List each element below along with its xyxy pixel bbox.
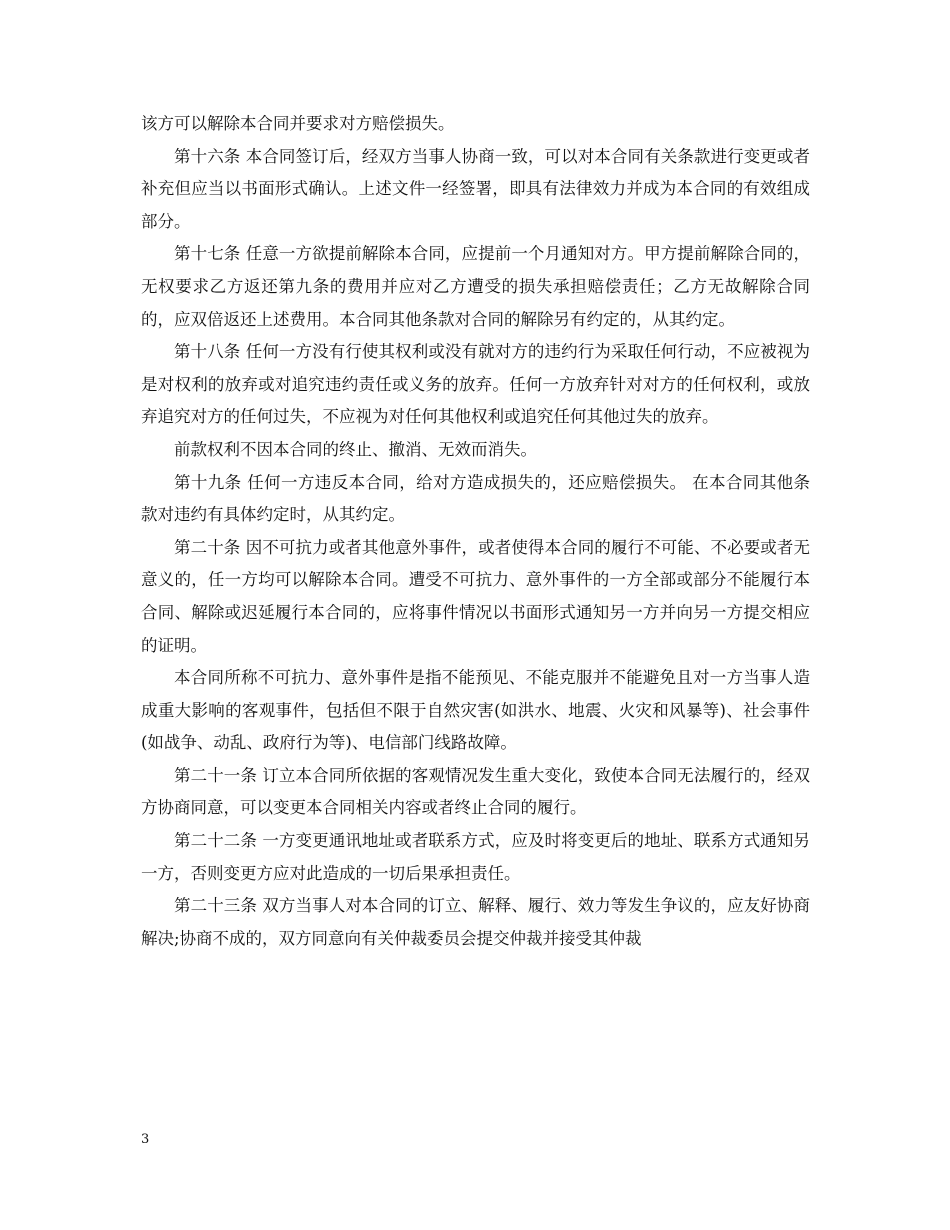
paragraph-2: 第十六条 本合同签订后，经双方当事人协商一致，可以对本合同有关条款进行变更或者补充但应当以书面形式确认。上述文件一经签署，即具有法律效力并成为本合同的有效组成部分。 bbox=[141, 146, 810, 231]
paragraph-10: 第二十二条 一方变更通讯地址或者联系方式，应及时将变更后的地址、联系方式通知另一方，否则变更方应对此造成的一切后果承担责任。 bbox=[141, 831, 810, 883]
paragraph-4: 第十八条 任何一方没有行使其权利或没有就对方的违约行为采取任何行动，不应被视为是对权利的放弃或对追究违约责任或义务的放弃。任何一方放弃针对对方的任何权利，或放弃追究对方的任何过失，不应视为对任何其他权利或追究任何其他过失的放弃。 bbox=[141, 342, 810, 427]
paragraph-7: 第二十条 因不可抗力或者其他意外事件，或者使得本合同的履行不可能、不必要或者无意义的，任一方均可以解除本合同。遭受不可抗力、意外事件的一方全部或部分不能履行本合同、解除或迟延履行本合同的，应将事件情况以书面形式通知另一方并向另一方提交相应的证明。 bbox=[141, 537, 810, 655]
paragraph-1: 该方可以解除本合同并要求对方赔偿损失。 bbox=[141, 114, 455, 133]
page-number: 3 bbox=[141, 1132, 150, 1147]
paragraph-11: 第二十三条 双方当事人对本合同的订立、解释、履行、效力等发生争议的，应友好协商解决;协商不成的，双方同意向有关仲裁委员会提交仲裁并接受其仲裁 bbox=[141, 896, 810, 948]
paragraph-6: 第十九条 任何一方违反本合同，给对方造成损失的，还应赔偿损失。 在本合同其他条款对违约有具体约定时，从其约定。 bbox=[141, 472, 810, 525]
paragraph-9: 第二十一条 订立本合同所依据的客观情况发生重大变化，致使本合同无法履行的，经双方协商同意，可以变更本合同相关内容或者终止合同的履行。 bbox=[141, 765, 810, 818]
paragraph-8: 本合同所称不可抗力、意外事件是指不能预见、不能克服并不能避免且对一方当事人造成重大影响的客观事件，包括但不限于自然灾害(如洪水、地震、火灾和风暴等)、社会事件(如战争、动乱、政府行为等)、电信部门线路故障。 bbox=[141, 668, 810, 753]
paragraph-5: 前款权利不因本合同的终止、撤消、无效而消失。 bbox=[174, 439, 537, 459]
paragraph-3: 第十七条 任意一方欲提前解除本合同，应提前一个月通知对方。甲方提前解除合同的，无权要求乙方返还第九条的费用并应对乙方遭受的损失承担赔偿责任；乙方无故解除合同的，应双倍返还上述费用。本合同其他条款对合同的解除另有约定的，从其约定。 bbox=[141, 244, 810, 329]
document-body bbox=[141, 108, 810, 955]
